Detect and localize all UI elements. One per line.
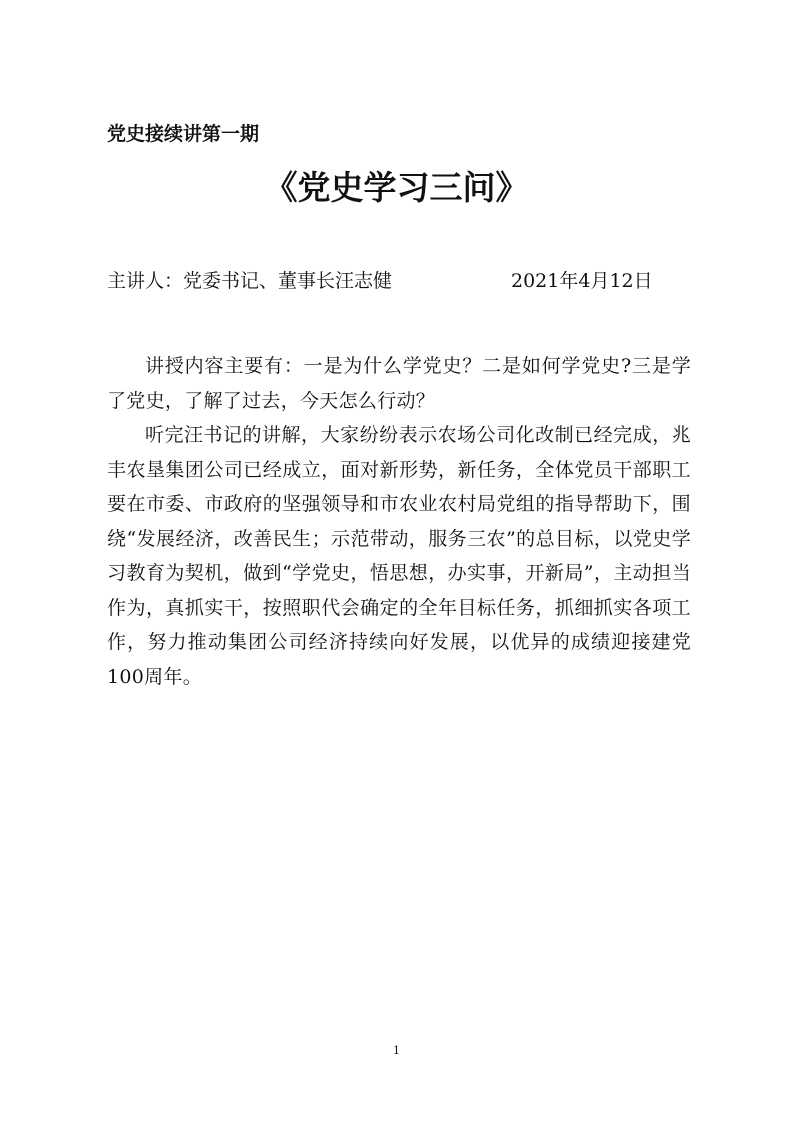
page-number: 1 bbox=[393, 1044, 400, 1057]
document-title: 《党史学习三问》 bbox=[264, 168, 529, 207]
paragraph-2: 听完汪书记的讲解，大家纷纷表示农场公司化改制已经完成，兆丰农垦集团公司已经成立，面对新形势，新任务，全体党员干部职工要在市委、市政府的坚强领导和市农业农村局党组的指导帮助下，围绕“发展经济，改善民生；示范带动，服务三农”的总目标，以党史学习教育为契机，做到“学党史，悟思想，办实事，开新局”，主动担当作为，真抓实干，按照职代会确定的全年目标任务，抓细抓实各项工作，努力推动集团公司经济持续向好发展，以优异的成绩迎接建党100周年。 bbox=[107, 424, 691, 688]
paragraph-1: 讲授内容主要有：一是为什么学党史？二是如何学党史?三是学了党史，了解了过去，今天怎么行动？ bbox=[107, 355, 691, 412]
speaker-line: 主讲人：党委书记、董事长汪志健 bbox=[107, 270, 393, 292]
body-text bbox=[107, 349, 691, 694]
date-line: 2021年4月12日 bbox=[511, 270, 653, 292]
series-label: 党史接续讲第一期 bbox=[107, 123, 260, 145]
